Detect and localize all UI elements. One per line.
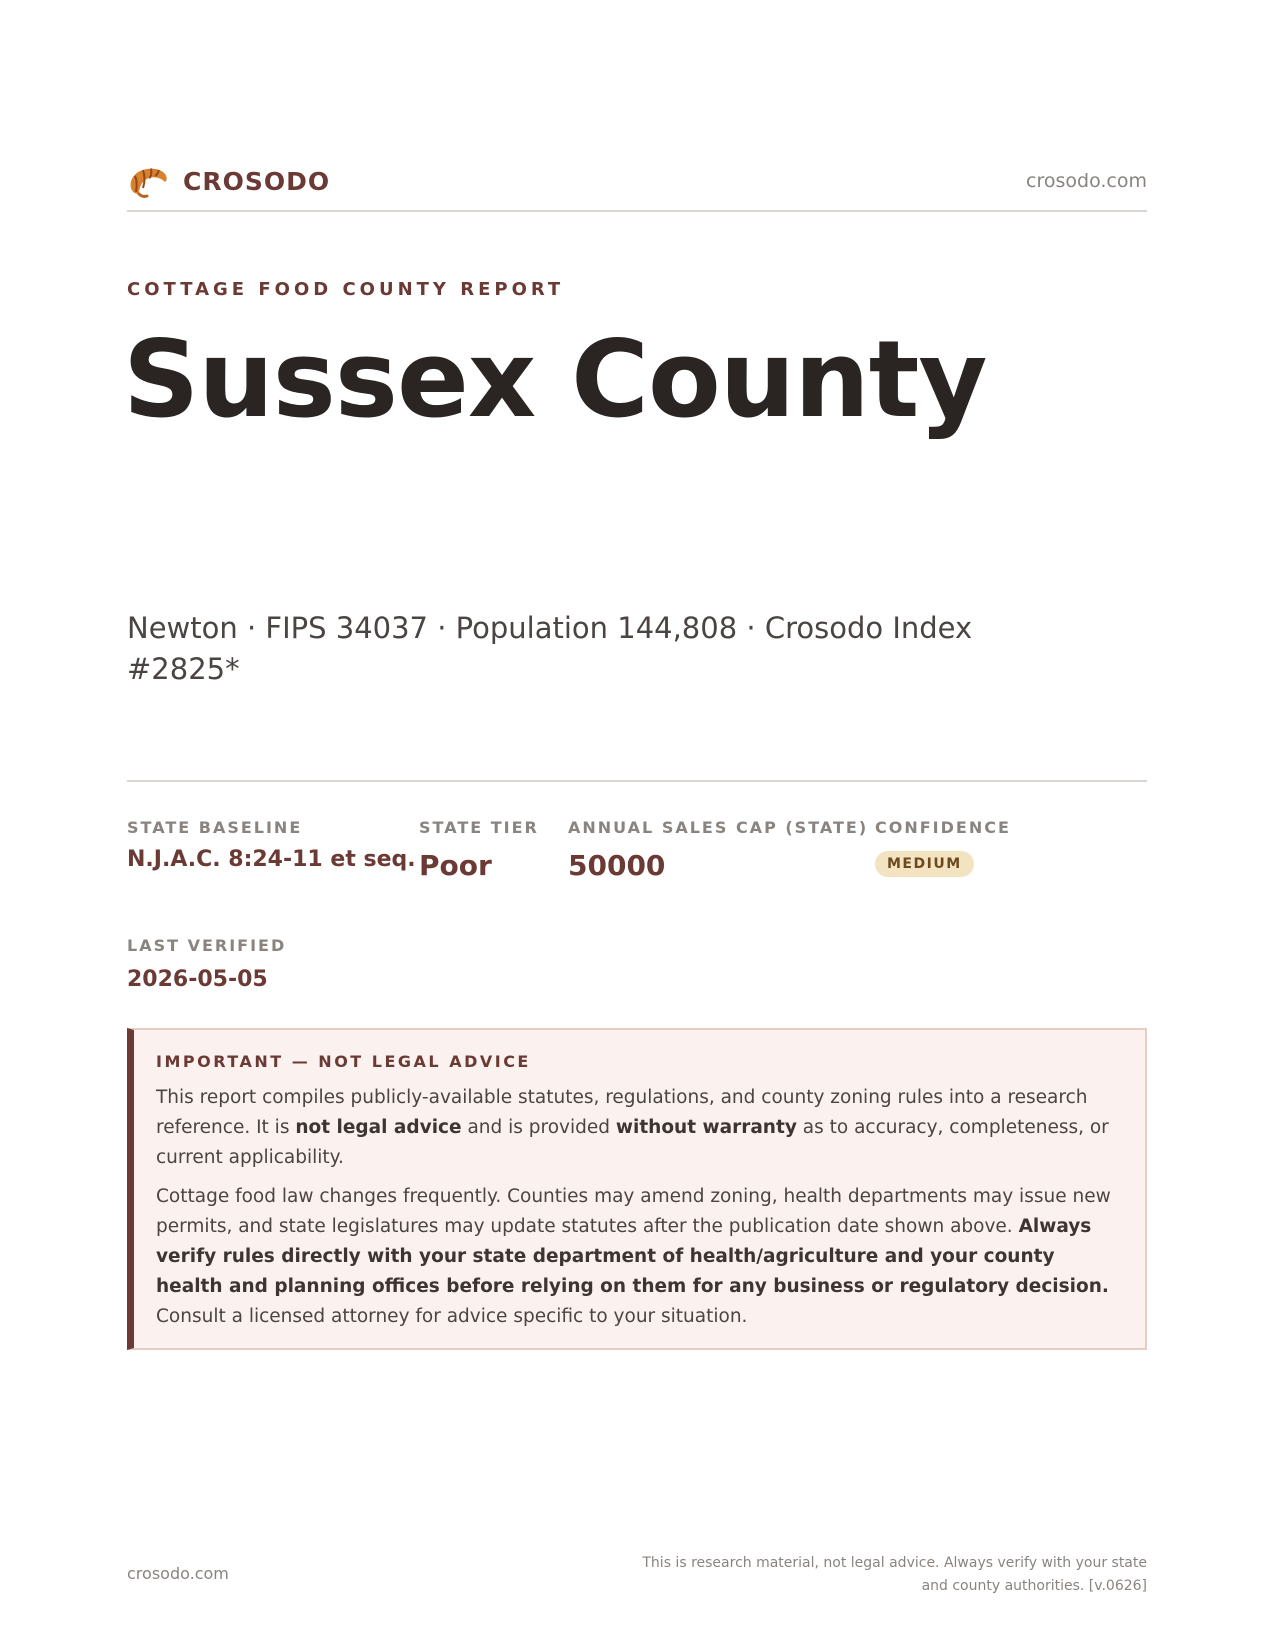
confidence-badge: MEDIUM (875, 851, 974, 877)
fact-value: 2026-05-05 (127, 967, 268, 992)
header-divider (127, 210, 1147, 212)
page-header (127, 158, 1147, 206)
fact-label: CONFIDENCE (875, 818, 1011, 837)
page-title: Sussex County (123, 318, 987, 441)
notice-emphasis: without warranty (615, 1117, 797, 1138)
report-eyebrow: COTTAGE FOOD COUNTY REPORT (127, 279, 565, 300)
header-site-link[interactable]: crosodo.com (1026, 170, 1147, 192)
fact-value: 50000 (568, 849, 666, 882)
fact-state-tier (419, 818, 539, 882)
report-page (123, 0, 1147, 1650)
notice-text: as to accuracy, completeness, or current applicability. (156, 1117, 1109, 1168)
notice-text: Consult a licensed attorney for advice specific to your situation. (156, 1306, 748, 1327)
fact-label: STATE BASELINE (127, 818, 303, 837)
notice-text: and is provided (461, 1117, 616, 1138)
footer-site-link[interactable]: crosodo.com (127, 1564, 229, 1583)
fact-label: LAST VERIFIED (127, 936, 287, 955)
fact-last-verified (127, 936, 286, 992)
fact-annual-sales-cap (568, 818, 868, 882)
notice-paragraph-1 (156, 1083, 1121, 1173)
brand-name: CROSODO (183, 166, 331, 196)
notice-emphasis: not legal advice (295, 1117, 462, 1138)
fact-value: Poor (419, 849, 492, 882)
fact-confidence (875, 818, 1011, 877)
section-divider (127, 780, 1147, 782)
report-subtitle: Newton · FIPS 34037 · Population 144,808 · Crosodo Index #2825* (127, 611, 973, 686)
legal-notice (127, 1028, 1147, 1350)
brand[interactable] (127, 162, 330, 200)
fact-label: STATE TIER (419, 818, 539, 837)
croissant-icon (127, 162, 169, 200)
notice-emphasis: Always verify rules directly with your state department of health/agriculture and your county health and planning offices before relying on them for any business or regulatory decision. (156, 1216, 1109, 1297)
notice-text: This report compiles publicly-available statutes, regulations, and county zoning rules into a research reference. It is (156, 1087, 1088, 1138)
fact-label: ANNUAL SALES CAP (STATE) (568, 818, 869, 837)
notice-paragraph-2 (156, 1182, 1121, 1332)
footer-disclaimer: This is research material, not legal advice. Always verify with your state and county authorities. [v.0626] (642, 1555, 1147, 1594)
fact-value: N.J.A.C. 8:24-11 et seq. (127, 847, 416, 872)
notice-text: Cottage food law changes frequently. Counties may amend zoning, health departments may issue new permits, and state legislatures may update statutes after the publication date shown above. (156, 1186, 1111, 1237)
notice-title: IMPORTANT — NOT LEGAL ADVICE (156, 1052, 531, 1071)
fact-state-baseline (127, 818, 416, 872)
